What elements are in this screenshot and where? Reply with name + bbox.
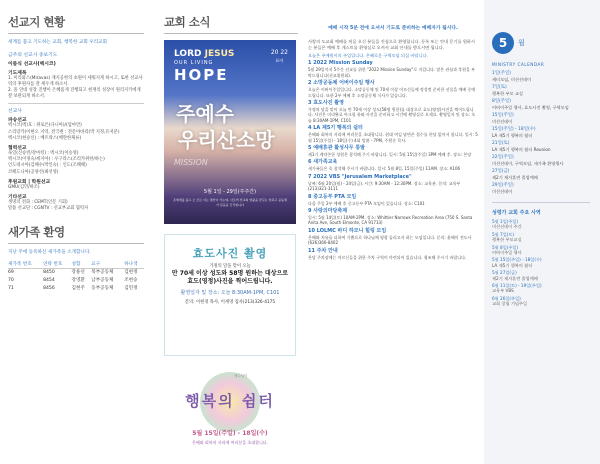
divider bbox=[8, 103, 144, 104]
news-title: 8 중고등부 PTA 모임 bbox=[308, 193, 357, 200]
ministry-name: 미션선데이 주간 bbox=[492, 224, 522, 230]
calendar-item bbox=[492, 85, 590, 96]
calendar-date: 1일(주일) bbox=[492, 71, 511, 76]
calendar-date: 29일(주일) bbox=[492, 183, 514, 188]
news-body: 날짜: 6월 20일(월) - 24일(금). 시간: 9:30AM - 12:30PM. 장소: 교육관. 문의: 교육부(213)321-3111 bbox=[308, 180, 461, 192]
news-title: 5 예배휴관 활성사무 통발 bbox=[308, 145, 366, 152]
ministry-date: 5월 15일(주일) - 18일(수) bbox=[492, 257, 542, 263]
news-body: 5월 29일까지 5주간 선교를 위한 "2022 Mission Sunday"로 지킵니다. 많은 관심과 후원을 부탁드립니다(선교위원회). bbox=[308, 67, 475, 78]
group-line: 독일(신승빈/강마킹) : 멕시코(이승영) bbox=[8, 150, 79, 156]
cell: 69 bbox=[8, 269, 14, 275]
worship-note: 예배 시작 5분 전에 오셔서 기도로 준비하는 예배자가 됩시다. bbox=[328, 26, 458, 31]
month-badge: 5 bbox=[492, 32, 514, 54]
calendar-title: MINISTRY CALENDAR bbox=[492, 62, 545, 67]
calendar-desc: 미션선데이 bbox=[492, 188, 513, 194]
ministry-name: LA 제5기 행복의 쉼터 bbox=[492, 262, 533, 268]
news-body: 은혜와 치유를 더하여 기쁨으로 하나님께 영광 돌리고자 하는 모임입니다. 문의: 윤혜미 전도사(626)366-8402 bbox=[308, 234, 472, 246]
news-item bbox=[308, 125, 478, 143]
group-line: 인도네시아(김해수/박인숙) : 인도(조해해) bbox=[8, 163, 87, 169]
group-head: 협력선교 bbox=[8, 145, 27, 151]
news-body: 은혜와 회복의 자리에 여러분을 초대합니다. 현대 여김 답변은 접수를 편당 없어서 합니다. 일시: 5월 15일(주일) - 18일(수) 4회 말씀 - 7PM, 주원준 목사. bbox=[308, 132, 478, 143]
calendar-column bbox=[484, 0, 600, 464]
month-word: 월 bbox=[518, 39, 525, 47]
news-item bbox=[308, 248, 478, 260]
group-head: 파송선교 bbox=[8, 118, 27, 124]
calendar-item bbox=[492, 141, 590, 152]
news-title: 3 효도사진 촬영 bbox=[308, 100, 344, 107]
calendar-desc: 미션선데이, 구역모임, 새가족 환영행사 bbox=[492, 160, 564, 166]
news-item bbox=[308, 80, 478, 98]
month-header bbox=[492, 32, 590, 54]
news-item bbox=[308, 174, 478, 192]
cell: 강영환 bbox=[71, 277, 85, 283]
poster3-date: 5월 15일(주일) - 18일(수) bbox=[192, 430, 268, 437]
calendar-desc: LA 제5기 행복의 쉼터 Reunion bbox=[492, 146, 551, 152]
mission-sunday-poster bbox=[164, 40, 296, 224]
ministry-name: 교육부 VBS bbox=[492, 288, 514, 294]
happiness-shelter-poster bbox=[164, 366, 296, 462]
calendar-item bbox=[492, 113, 590, 124]
calendar-desc: LA 제5기 행복의 쉼터 bbox=[492, 132, 533, 138]
calendar-date: 8일(주일) bbox=[492, 99, 511, 104]
ministry-item bbox=[492, 219, 590, 230]
poster-mission: MISSION bbox=[174, 158, 208, 167]
ministry-name: 행복한 부모교실 bbox=[492, 237, 522, 243]
prayer-topic-2: 2. 올 연대 성장 진행이 은혜롭게 진행되고 현재의 성장이 원리지키에게 잘 보관되게 하소서. bbox=[8, 87, 141, 100]
news-body: 오늘은 어버이주일입니다. 소망공동체 및 70세 이상 어르신들께 정성껏 준비한 선물을 예배 중에 드립니다. 또한 2부 예배 후 소망공동체 식사가 있습니다. bbox=[308, 87, 476, 98]
poster-our: OUR LIVING bbox=[174, 60, 214, 66]
missionary-section-label: 선교사 bbox=[8, 109, 22, 115]
news-title: 10 LOLMC 바디 하모니 힐링 모임 bbox=[308, 227, 387, 234]
news-list-column bbox=[308, 0, 478, 464]
group-line: 멕시코(이정숙/세지아) : 우구라스(조리카위한/하는) bbox=[8, 157, 105, 163]
calendar-desc: 행복한 부모 교실 bbox=[492, 90, 523, 96]
group-line: 말씀 선교단 : CGNTV : 선교부교회 협력자 bbox=[8, 206, 89, 212]
missions-column bbox=[0, 0, 152, 464]
cell: 북부공동체 bbox=[91, 269, 114, 275]
cell: 김현주 bbox=[71, 285, 85, 291]
photo-poster-line3: 문의: 이현경 목사, 이세영 집사(213)326-4175 bbox=[184, 300, 276, 305]
ministry-item bbox=[492, 257, 590, 268]
col-header: 새가족 번호 bbox=[8, 261, 43, 269]
calendar-desc: 새터모임, 미션선데이 bbox=[492, 76, 532, 82]
prayer-topics-label: 기도제목 bbox=[8, 70, 27, 76]
calendar-desc: 제2기 제자훈련 졸업예배 bbox=[492, 174, 538, 180]
news-title: 1 2022 Mission Sunday bbox=[308, 60, 373, 67]
intro-text: 사랑의 도교회 예배를 처음 오신 분들을 진심으로 환영합니다. 등록 또는 안내 문기를 원하시는 분들은 예배 후 게스트를 환영실로 오셔서 교회 안내를 받으시면 됩니다. bbox=[308, 39, 475, 50]
photo-poster-line1: 가정의 달을 맞이 오늘 bbox=[209, 264, 251, 269]
group-line: 코페도니아(공양선/최선영) bbox=[8, 169, 59, 175]
cell: 김현정 bbox=[124, 269, 138, 275]
cell: 71 bbox=[8, 285, 14, 291]
calendar-desc: 어버이주일 행사, 효도사진 촬영, 구역모임 bbox=[492, 104, 569, 110]
welcome-title: 새가족 환영 bbox=[8, 224, 144, 244]
news-body: 다음 주일 2부 예배 후 중고등부 PTA 모임이 있습니다. 장소: C101 bbox=[308, 200, 425, 206]
ministry-date: 6월 11일(토) - 19일(주일) bbox=[492, 283, 542, 289]
cell: 남부공동체 bbox=[91, 277, 114, 283]
calendar-date: 22일(주일) bbox=[492, 155, 514, 160]
news-title: 7 2022 VBS "Jerusalem Marketplace" bbox=[308, 173, 412, 180]
col-header: 연락 번호 bbox=[43, 261, 71, 269]
calendar-date: 15일(주일) bbox=[492, 113, 514, 118]
cell: 동부공동체 bbox=[91, 285, 114, 291]
photo-poster-strong1: 만 70세 이상 성도와 58명 원하는 대상으로 bbox=[171, 270, 289, 277]
ministry-date: 5월 8일(주일) bbox=[492, 244, 519, 250]
cell: 8450 bbox=[43, 269, 55, 275]
poster-lord: LORD JESUS bbox=[174, 49, 235, 59]
ministry-name: 제2기 제자훈련 졸업예배 bbox=[492, 275, 538, 281]
missions-title: 선교지 현황 bbox=[8, 14, 144, 34]
col-header: 하나색 bbox=[124, 261, 144, 269]
news-body: 본당 주차장에는 어르신들을 위한 주차 구역이 마련되어 있습니다. 협조해 주시기 바랍니다. bbox=[308, 254, 467, 260]
ministry-name: 교회 창립 기념주일 bbox=[492, 301, 528, 307]
cell: 강용선 bbox=[71, 269, 85, 275]
welcome-table bbox=[8, 261, 144, 293]
poster3-sub: 예수님이 bbox=[234, 374, 248, 378]
church-news-column bbox=[160, 0, 302, 464]
ministry-name: 어버이주일 행사 bbox=[492, 250, 522, 256]
church-news-title: 교회 소식 bbox=[164, 14, 298, 34]
col-header: 성함 bbox=[72, 261, 92, 269]
calendar-date: 15일(주일) - 18일(수) bbox=[492, 127, 536, 132]
ministry-item bbox=[492, 270, 590, 281]
poster-foot: 온세계를 품고 오 모든 이는 명산이 가는데, 사로써 선교의 영광을 꿈꾸는 일하고 공동체가 믿음을 간직합니다 bbox=[173, 198, 287, 207]
calendar-item bbox=[492, 183, 590, 194]
news-body: 일시: 5월 14일(토) 10AM-2PM. 장소: Whittier Narrows Recreation Area (750 S. Santa Anita Ave, South Elmonte, CA 91733) bbox=[308, 215, 473, 226]
ministry-item bbox=[492, 296, 590, 307]
news-body: 새가족들은 꼭 참석해 주시기 바랍니다. 일시: 5월 8일, 15일(주일) 11AM. 장소: A106 bbox=[308, 166, 461, 172]
cell: 70 bbox=[8, 277, 14, 283]
news-title: 2 소망공동체 어버이주일 행사 bbox=[308, 80, 375, 87]
news-title: 11 주차 안내 bbox=[308, 247, 338, 254]
calendar-item bbox=[492, 169, 590, 180]
welcome-note: 지난 주에 등록하신 새가족을 소개합니다. bbox=[8, 250, 91, 256]
calendar-item bbox=[492, 127, 590, 138]
calendar-item bbox=[492, 155, 590, 166]
group-head: 기타선교 bbox=[8, 194, 27, 200]
news-title: 6 새가족교육 bbox=[308, 159, 338, 166]
ministry-date: 6월 26일(주일) bbox=[492, 295, 521, 301]
news-item bbox=[308, 60, 478, 78]
poster-big-title-1: 주예수 bbox=[176, 102, 234, 126]
news-item bbox=[308, 145, 478, 157]
ministry-date: 5월 27일(금) bbox=[492, 270, 517, 276]
table-row bbox=[8, 277, 144, 285]
group-line: 생명의 전화 : CEMT(인문 기회) bbox=[8, 199, 68, 205]
poster-big-title-2: 우리산소망 bbox=[178, 128, 275, 152]
calendar-desc: 미션선데이 bbox=[492, 118, 513, 124]
ministry-date: 5월 1일(주일) bbox=[492, 219, 519, 224]
news-title: 4 LA 제5기 행복의 쉼터 bbox=[308, 125, 363, 132]
calendar-item bbox=[492, 99, 590, 110]
poster3-invite: 은혜와 회복의 자리에 여러분을 초대합니다. bbox=[192, 440, 268, 445]
photo-poster-line2: 촬영일자 및 장소: 오늘 8:30AM-1PM, C101 bbox=[180, 290, 280, 296]
prayer-label: 금주의 선교사 중보기도 bbox=[8, 52, 58, 58]
news-item bbox=[308, 194, 478, 206]
table-row bbox=[8, 268, 144, 277]
calendar-date: 27일(금) bbox=[492, 169, 510, 174]
photo-poster-title: 효도사진 촬영 bbox=[192, 247, 268, 260]
cell: 조현승 bbox=[124, 277, 138, 283]
ministry-date: 5월 7일(토) bbox=[492, 231, 515, 237]
group-line: 멕시코(현승신) : 베트락스(베란한채류) bbox=[8, 135, 82, 141]
group-line: GMU(김민/하조) bbox=[8, 184, 40, 190]
table-row bbox=[8, 285, 144, 293]
cell: 8456 bbox=[43, 285, 55, 291]
group-line: 멕시코(멕)호 : 위로튼(다니아)/(엄마만) bbox=[8, 123, 82, 129]
table-header-row bbox=[8, 261, 144, 269]
news-item bbox=[308, 228, 478, 246]
news-item bbox=[308, 208, 478, 226]
prayer-topic-1: 1. 미리와스(Miravas) 재지공한의 초원이 세워지게 하시고, 또한 선교사역의 후원자를 잘 세우게 하소서. bbox=[8, 75, 143, 87]
cell: 김민정 bbox=[124, 285, 138, 291]
poster3-title: 행복의 쉼터 bbox=[185, 392, 275, 410]
news-body: 제1기 계약존한 성원은 참석해 주기 바랍니다. 일시: 5월 15일(주일) 3PM 예배 후. 장소: 본당 bbox=[308, 152, 472, 158]
missionary-name: 이름식 선교사(멕시코) bbox=[8, 61, 56, 67]
news-title: 9 사랑의마당축제 bbox=[308, 208, 348, 215]
news-item bbox=[308, 159, 478, 171]
news-item bbox=[308, 100, 478, 123]
ministry-item bbox=[492, 245, 590, 256]
news-body: 가정의 달을 맞이 오늘 만 70세 이상 성도(58명 원한)를 대상으로 효도(영정)사진을 찍어드립니다. 사진은 미리완료 아크릴 쥬와 사진을 준비하고 시간에 촬영실로 오세요. 촬영일자 및 장소: 오늘 8:30AM-1PM, C101 bbox=[308, 107, 476, 123]
intro-blue: 오늘은 주예원이의 주일입니다. 은혜로운 구역모임 되십 바랍니다. bbox=[308, 52, 428, 58]
calendar-item bbox=[492, 71, 590, 82]
calendar-date: 21일(토) bbox=[492, 141, 510, 146]
ministry-item bbox=[492, 283, 590, 294]
poster-dates: 5월 1일 - 29일(주주간) bbox=[203, 189, 257, 195]
cell: 8454 bbox=[43, 277, 55, 283]
ministry-title: 성령가 교회 주요 사역 bbox=[492, 202, 590, 216]
col-header: 교구 bbox=[91, 261, 124, 269]
ministry-item bbox=[492, 232, 590, 243]
photo-poster bbox=[164, 234, 296, 356]
missions-note: 세계를 품고 기도하는 교회, 행복한 교회 우리교회 bbox=[8, 40, 107, 45]
group-head: 후원교회 | 학원선교 bbox=[8, 179, 51, 185]
poster-hope: HOPE bbox=[174, 66, 229, 84]
photo-poster-strong2: 효도(영정)사진을 찍어드립니다. bbox=[187, 278, 273, 285]
poster-year: 20 22 표어 bbox=[270, 49, 288, 63]
group-line: 스리랑카(이현오 지역, 전국변 : 전문아바리(박 지정,유저분) bbox=[8, 129, 120, 135]
calendar-date: 7일(토) bbox=[492, 85, 507, 90]
